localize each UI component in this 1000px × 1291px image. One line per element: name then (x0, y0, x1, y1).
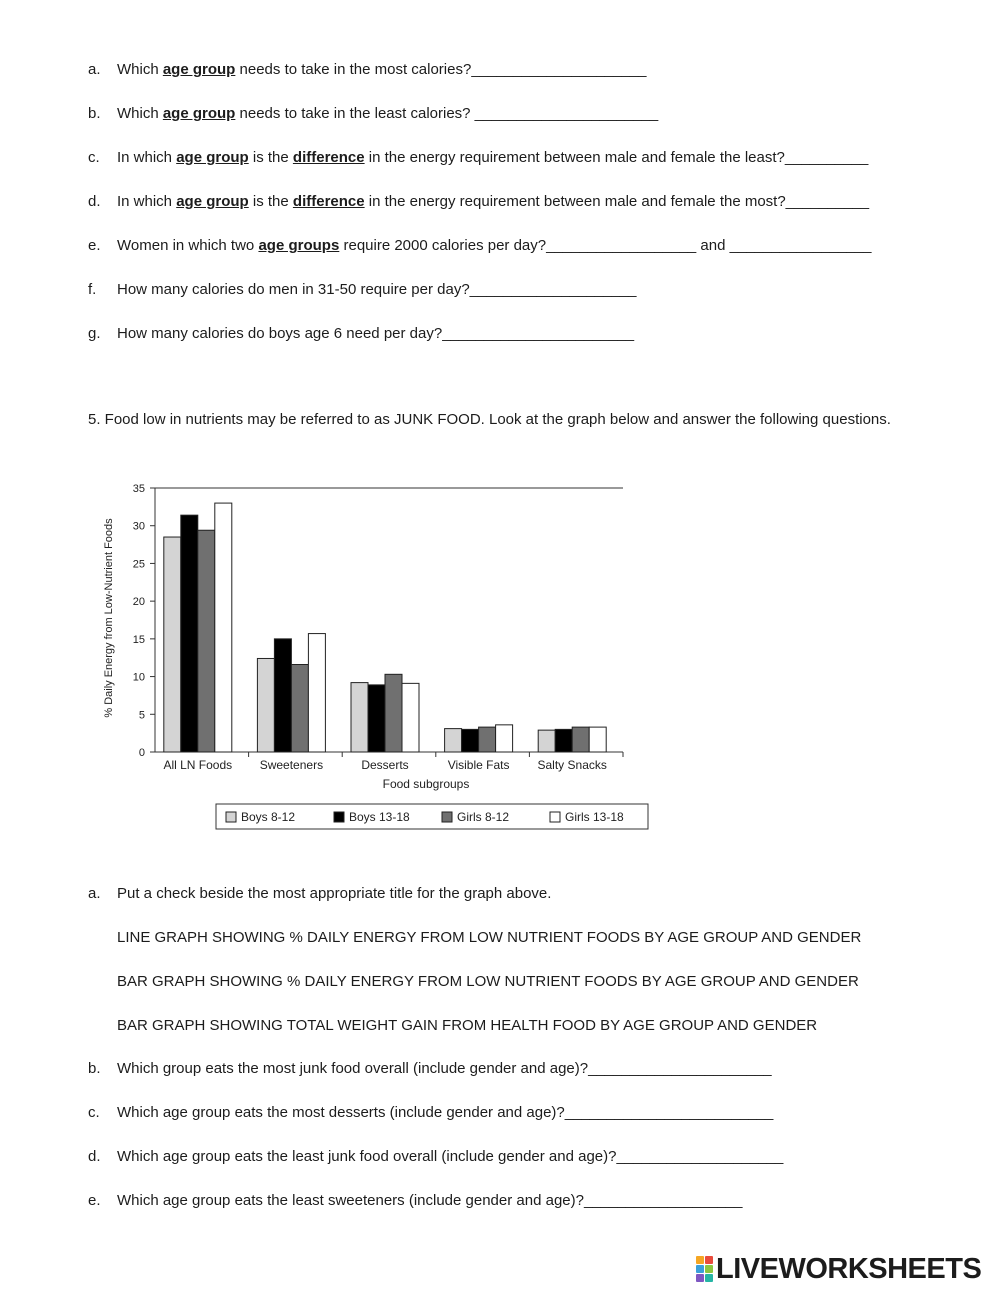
y-tick-label: 0 (138, 747, 145, 759)
question-4f: f. How many calories do men in 31-50 require per day?____________________ (88, 281, 637, 298)
legend-label: Boys 13-18 (349, 810, 410, 824)
x-tick-label: All LN Foods (163, 758, 233, 772)
question-4a: a. Which age group needs to take in the most calories?_____________________ (88, 61, 647, 78)
x-tick-label: Sweeteners (259, 758, 324, 772)
question-4c: c. In which age group is the difference in the energy requirement between male and female the least?__________ (88, 149, 869, 166)
y-tick-label: 35 (132, 483, 145, 495)
bar-boys-8-12-3 (445, 729, 462, 752)
bar-girls-13-18-3 (496, 725, 513, 752)
y-tick-label: 20 (132, 596, 145, 609)
legend-label: Girls 8-12 (457, 810, 510, 824)
liveworksheets-logo (696, 1253, 981, 1285)
legend-swatch (550, 812, 560, 822)
title-option-3[interactable]: BAR GRAPH SHOWING TOTAL WEIGHT GAIN FROM HEALTH FOOD BY AGE GROUP AND GENDER (117, 1017, 818, 1034)
y-tick-label: 15 (132, 633, 145, 646)
question-5c: c. Which age group eats the most desserts (include gender and age)?_________________________ (88, 1104, 774, 1121)
bar-girls-8-12-2 (385, 674, 402, 752)
legend-label: Girls 13-18 (565, 810, 624, 824)
question-4d: d. In which age group is the difference in the energy requirement between male and female the most?__________ (88, 193, 870, 210)
question-4e: e. Women in which two age groups require 2000 calories per day?__________________ and _________________ (88, 237, 872, 254)
bar-girls-8-12-1 (291, 665, 308, 752)
bar-boys-8-12-2 (351, 683, 368, 752)
question-4b: b. Which age group needs to take in the least calories? ______________________ (88, 105, 659, 122)
y-tick-label: 10 (132, 671, 145, 684)
logo-tile (705, 1274, 713, 1282)
logo-tile (696, 1274, 704, 1282)
bar-girls-13-18-1 (308, 634, 325, 752)
bar-girls-13-18-0 (215, 503, 232, 752)
y-axis-label: % Daily Energy from Low-Nutrient Foods (103, 518, 115, 718)
bar-chart (90, 470, 650, 835)
x-tick-label: Salty Snacks (537, 758, 607, 772)
y-tick-label: 25 (132, 558, 145, 571)
x-axis-label: Food subgroups (382, 777, 470, 791)
logo-text: LIVEWORKSHEETS (716, 1253, 982, 1285)
question-5-intro: 5. Food low in nutrients may be referred to as JUNK FOOD. Look at the graph below and answer the following questions. (88, 411, 891, 428)
legend-swatch (334, 812, 344, 822)
bar-boys-13-18-3 (462, 729, 479, 752)
bar-girls-13-18-2 (402, 683, 419, 752)
question-5d: d. Which age group eats the least junk food overall (include gender and age)?____________________ (88, 1148, 784, 1165)
bar-boys-13-18-0 (181, 515, 198, 752)
question-5e: e. Which age group eats the least sweeteners (include gender and age)?___________________ (88, 1192, 743, 1209)
bar-girls-8-12-0 (198, 530, 215, 752)
logo-tile (705, 1265, 713, 1273)
title-option-2[interactable]: BAR GRAPH SHOWING % DAILY ENERGY FROM LOW NUTRIENT FOODS BY AGE GROUP AND GENDER (117, 973, 859, 990)
x-tick-label: Visible Fats (447, 758, 510, 772)
y-tick-label: 5 (138, 709, 145, 722)
legend-swatch (226, 812, 236, 822)
bar-boys-13-18-4 (555, 729, 572, 752)
bar-girls-8-12-3 (479, 727, 496, 752)
question-5b: b. Which group eats the most junk food overall (include gender and age)?______________________ (88, 1060, 772, 1077)
question-4g: g. How many calories do boys age 6 need per day?_______________________ (88, 325, 635, 342)
bar-boys-8-12-0 (164, 537, 181, 752)
legend-label: Boys 8-12 (241, 810, 296, 824)
bar-boys-13-18-2 (368, 685, 385, 752)
question-5a: a. Put a check beside the most appropriate title for the graph above. (88, 885, 552, 902)
logo-tile (696, 1265, 704, 1273)
bar-boys-13-18-1 (274, 639, 291, 752)
logo-icon (696, 1256, 713, 1282)
logo-tile (696, 1256, 704, 1264)
bar-boys-8-12-4 (538, 730, 555, 752)
bar-girls-8-12-4 (572, 727, 589, 752)
chart-bars (164, 503, 606, 752)
logo-tile (705, 1256, 713, 1264)
y-tick-label: 30 (132, 520, 145, 533)
title-option-1[interactable]: LINE GRAPH SHOWING % DAILY ENERGY FROM LOW NUTRIENT FOODS BY AGE GROUP AND GENDER (117, 929, 862, 946)
x-tick-label: Desserts (361, 758, 409, 772)
bar-girls-13-18-4 (589, 727, 606, 752)
legend-swatch (442, 812, 452, 822)
bar-boys-8-12-1 (257, 658, 274, 752)
chart-legend (216, 804, 648, 829)
